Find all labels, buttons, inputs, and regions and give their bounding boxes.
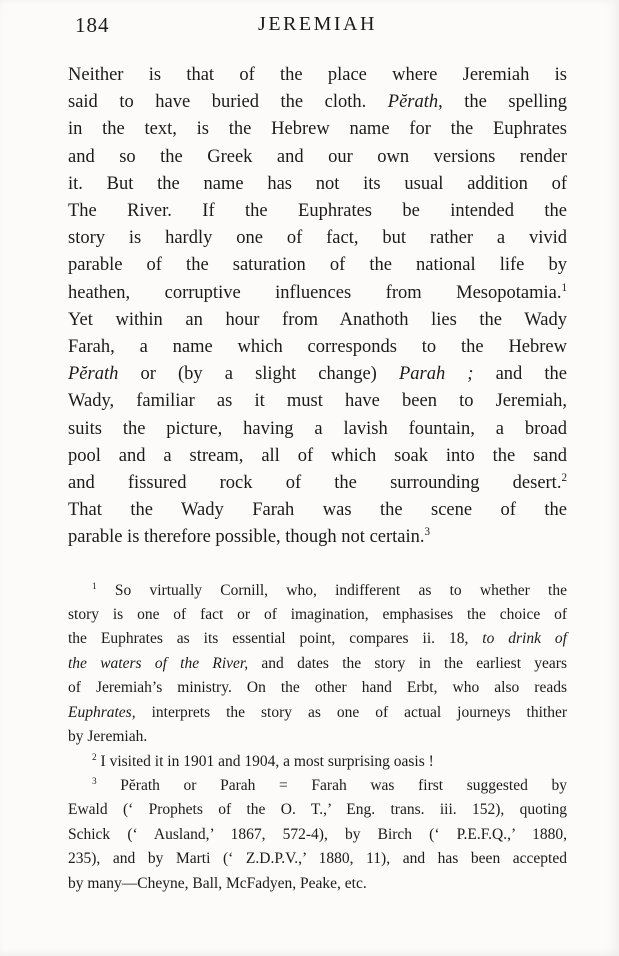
- page-header: [0, 0, 619, 45]
- text-segment: story is hardly one of fact, but rather a vivid: [68, 228, 567, 249]
- text-line: [68, 725, 567, 749]
- text-segment: Yet within an hour from Anathoth lies the Wady: [68, 309, 567, 330]
- text-line: [68, 144, 567, 171]
- text-segment: parable of the saturation of the national life by: [68, 255, 567, 276]
- text-segment: The River. If the Euphrates be intended the: [68, 201, 567, 222]
- footnote-marker: 3: [424, 526, 431, 539]
- text-line: [68, 62, 567, 89]
- text-line: [68, 579, 567, 603]
- text-segment: 235), and by Marti (‘ Z.D.P.V.,’ 1880, 11), and has been accepted: [68, 850, 567, 868]
- footnote-marker: 2: [92, 752, 97, 763]
- text-segment: and fissured rock of the surrounding desert.: [68, 473, 562, 494]
- text-line: [68, 443, 567, 470]
- italic-text: Parah ;: [398, 364, 474, 385]
- text-segment: by Jeremiah.: [68, 728, 148, 746]
- text-line: [68, 470, 567, 497]
- text-line: [68, 627, 567, 651]
- text-line: [68, 334, 567, 361]
- text-segment: and so the Greek and our own versions render: [68, 146, 567, 167]
- text-line: [68, 701, 567, 725]
- text-line: [68, 416, 567, 443]
- text-segment: interprets the story as one of actual journeys thither: [135, 703, 567, 721]
- text-segment: , the spelling: [438, 92, 568, 113]
- footnote-2: [68, 750, 567, 774]
- text-line: [68, 847, 567, 871]
- text-line: [68, 872, 567, 896]
- footnotes-section: [68, 579, 567, 896]
- italic-text: Pĕrath: [387, 92, 439, 113]
- italic-text: Euphrates,: [68, 703, 136, 721]
- text-line: [68, 823, 567, 847]
- text-segment: by many—Cheyne, Ball, McFadyen, Peake, etc.: [68, 874, 367, 892]
- text-segment: pool and a stream, all of which soak into the sand: [68, 445, 567, 466]
- running-title: JEREMIAH: [258, 13, 377, 35]
- text-column: [68, 62, 567, 896]
- footnote-marker: 1: [561, 281, 567, 294]
- text-segment: Neither is that of the place where Jeremiah is: [68, 65, 567, 85]
- text-segment: of Jeremiah’s ministry. On the other hand Erbt, who also reads: [68, 679, 567, 697]
- text-segment: in the text, is the Hebrew name for the Euphrates: [68, 119, 567, 140]
- italic-text: to drink of: [482, 630, 567, 648]
- text-segment: suits the picture, having a lavish fountain, a broad: [68, 418, 567, 439]
- text-segment: parable is therefore possible, though not certain.: [68, 527, 425, 548]
- text-line: [68, 225, 567, 252]
- text-segment: the Euphrates as its essential point, compares ii. 18,: [68, 630, 483, 648]
- text-line: [68, 307, 567, 334]
- text-segment: Schick (‘ Ausland,’ 1867, 572-4), by Birch (‘ P.E.F.Q.,’ 1880,: [68, 825, 567, 843]
- text-line: [68, 198, 567, 225]
- text-line: [68, 116, 567, 143]
- text-segment: Pĕrath or Parah = Farah was first suggested by: [96, 776, 567, 794]
- text-line: [68, 171, 567, 198]
- text-segment: Wady, familiar as it must have been to Jeremiah,: [68, 391, 567, 412]
- text-line: [68, 774, 567, 798]
- italic-text: Pĕrath: [68, 364, 119, 385]
- text-segment: Ewald (‘ Prophets of the O. T.,’ Eng. trans. iii. 152), quoting: [68, 801, 567, 819]
- footnote-marker: 1: [92, 581, 97, 592]
- text-segment: and dates the story in the earliest years: [248, 654, 567, 672]
- footnote-marker: 2: [561, 471, 567, 484]
- text-line: [68, 652, 567, 676]
- text-segment: Farah, a name which corresponds to the Hebrew: [68, 337, 567, 358]
- text-segment: heathen, corruptive influences from Mesopotamia.: [68, 282, 562, 303]
- text-segment: it. But the name has not its usual addition of: [68, 173, 567, 194]
- text-segment: I visited it in 1901 and 1904, a most surprising oasis !: [96, 752, 434, 770]
- footnote-3: [68, 774, 567, 896]
- text-segment: So virtually Cornill, who, indifferent as to whether the: [96, 581, 567, 599]
- footnote-marker: 3: [92, 776, 97, 787]
- italic-text: the waters of the River,: [68, 654, 249, 672]
- text-line: [68, 524, 567, 551]
- text-segment: story is one of fact or of imagination, emphasises the choice of: [68, 606, 567, 624]
- text-segment: That the Wady Farah was the scene of the: [68, 500, 567, 521]
- text-line: [68, 497, 567, 524]
- text-line: [68, 388, 567, 415]
- body-paragraph: [68, 62, 567, 552]
- page-number: 184: [75, 13, 110, 37]
- text-line: [68, 750, 567, 774]
- text-segment: or (by a slight change): [118, 364, 399, 385]
- text-line: [68, 798, 567, 822]
- text-line: [68, 603, 567, 627]
- text-line: [68, 252, 567, 279]
- text-line: [68, 89, 567, 116]
- text-line: [68, 280, 567, 307]
- text-line: [68, 361, 567, 388]
- footnote-1: [68, 579, 567, 750]
- text-segment: and the: [473, 364, 568, 385]
- text-line: [68, 676, 567, 700]
- text-segment: said to have buried the cloth.: [68, 92, 388, 113]
